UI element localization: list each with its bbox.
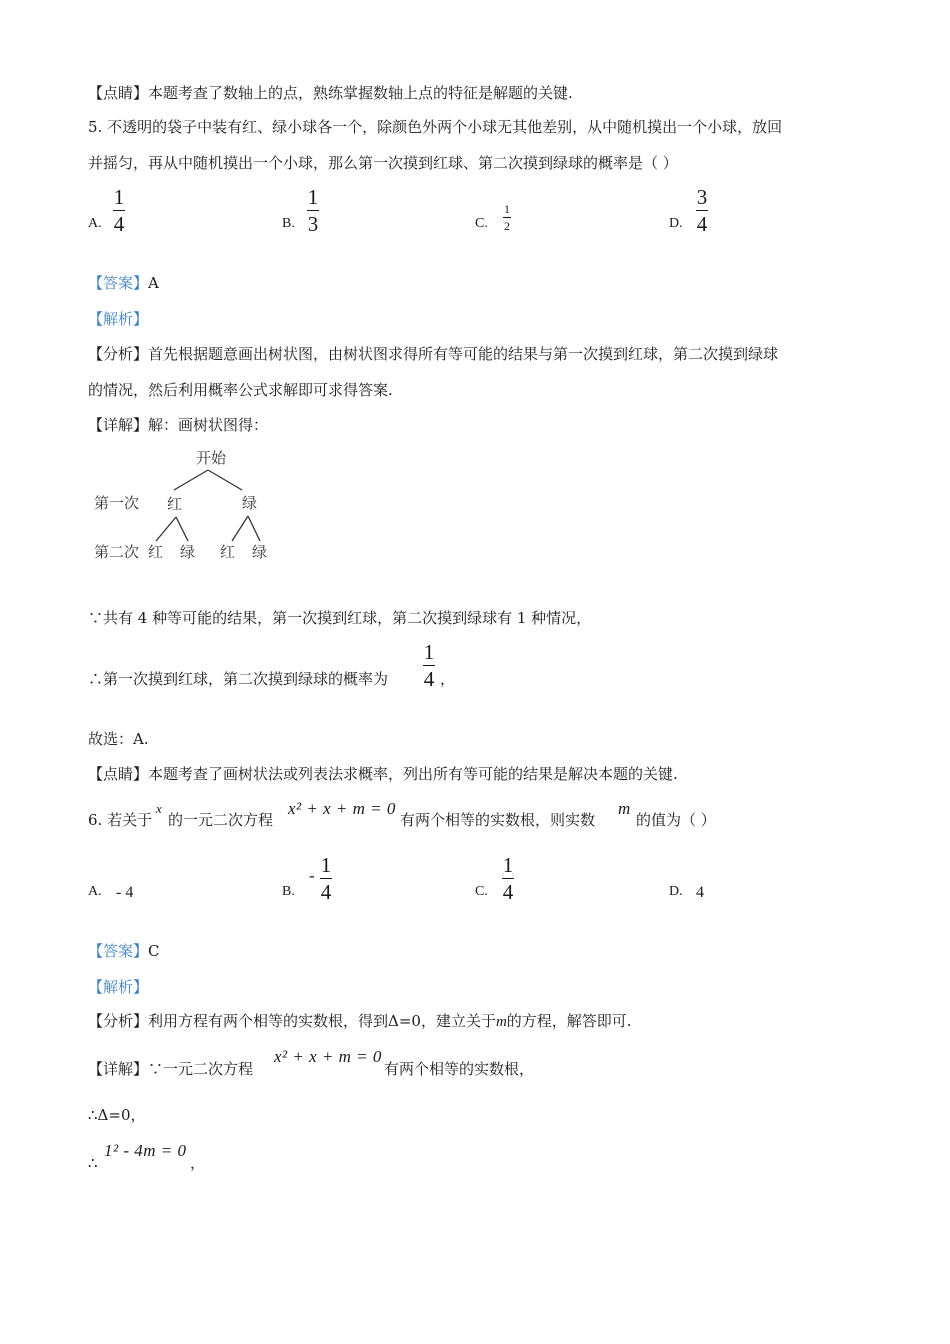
q6-option-d-value: 4: [696, 884, 704, 901]
tree-level1-label: 第一次: [94, 494, 140, 512]
fraction-denominator: 3: [307, 212, 319, 236]
tree-root: 开始: [196, 449, 227, 467]
q6-step2-end: ，: [190, 1154, 206, 1172]
q6-detail-b: 有两个相等的实数根，: [384, 1060, 535, 1078]
q6-stem-d: 的值为（ ）: [636, 811, 716, 829]
q6-stem-c: 有两个相等的实数根，则实数: [400, 811, 596, 829]
q5-fenxi-line2: 的情况，然后利用概率公式求解即可求得答案.: [88, 381, 393, 399]
tree-diagram: [90, 446, 280, 568]
fenxi-text-a: 【分析】利用方程有两个相等的实数根，得到Δ=0，建立关于: [88, 1012, 496, 1030]
q5-comment: 【点睛】本题考查了画树状法或列表法求概率，列出所有等可能的结果是解决本题的关键.: [88, 765, 678, 783]
q5-option-c-fraction: [503, 203, 511, 232]
fraction-denominator: 4: [696, 212, 708, 236]
fraction-bar: [503, 217, 511, 218]
q5-because: ∵共有 4 种等可能的结果，第一次摸到红球，第二次摸到绿球有 1 种情况，: [88, 609, 592, 627]
tree-level2-label: 第二次: [94, 543, 140, 561]
fenxi-text-b: 的方程，解答即可.: [506, 1012, 632, 1030]
fraction-numerator: 1: [320, 853, 332, 877]
fraction-numerator: 1: [307, 185, 319, 209]
q5-stem-line1: 5. 不透明的袋子中装有红、绿小球各一个，除颜色外两个小球无其他差别，从中随机摸出一个小球，放回: [88, 118, 783, 136]
tree-branch: [156, 517, 176, 541]
fraction-numerator: 1: [502, 853, 514, 877]
q6-stem-b: 的一元二次方程: [168, 811, 274, 829]
q5-option-b-label: B.: [282, 216, 295, 231]
answer-value: A: [148, 274, 159, 292]
answer-tag: 【答案】: [88, 942, 149, 960]
therefore-text: ∴第一次摸到红球，第二次摸到绿球的概率为: [88, 670, 389, 688]
fraction-denominator: 4: [113, 212, 125, 236]
q5-option-d-label: D.: [669, 216, 683, 231]
q5-answer-line: [88, 272, 159, 294]
q6-option-b-label: B.: [282, 884, 295, 899]
fraction-bar: [320, 878, 332, 879]
q6-analysis-tag: 【解析】: [88, 978, 149, 996]
q6-option-a-value: - 4: [116, 884, 134, 901]
q5-therefore-fraction: [423, 641, 435, 690]
fraction-denominator: 4: [423, 667, 435, 691]
q5-analysis-tag: 【解析】: [88, 310, 149, 328]
q5-option-d-fraction: [696, 186, 708, 235]
tree-branch: [176, 517, 188, 541]
tree-leaf-green: 绿: [180, 543, 196, 561]
q5-option-c-label: C.: [475, 216, 488, 231]
q5-therefore-line: [88, 668, 388, 690]
answer-tag: 【答案】: [88, 274, 149, 292]
q6-detail-equation: x² + x + m = 0: [274, 1047, 382, 1066]
tree-branch: [248, 516, 260, 541]
q5-therefore-end: ，: [440, 670, 456, 688]
q5-stem-line2: 并摇匀，再从中随机摸出一个小球，那么第一次摸到红球、第二次摸到绿球的概率是（ ）: [88, 154, 678, 172]
q6-stem-a: 6. 若关于: [88, 811, 153, 829]
q6-option-c-label: C.: [475, 884, 488, 899]
q6-step2-equation: 1² - 4m = 0: [104, 1141, 187, 1160]
q6-detail-a: 【详解】∵一元二次方程: [88, 1060, 254, 1078]
fraction-denominator: 4: [320, 880, 332, 904]
fraction-bar: [696, 210, 708, 211]
q6-option-d-label: D.: [669, 884, 683, 899]
fraction-bar: [307, 210, 319, 211]
q5-fenxi-line1: 【分析】首先根据题意画出树状图，由树状图求得所有等可能的结果与第一次摸到红球，第二次摸到绿球: [88, 345, 779, 363]
fraction-bar: [423, 665, 435, 666]
fraction-numerator: 1: [504, 202, 510, 216]
tree-leaf-red: 红: [148, 543, 164, 561]
q6-var-m: m: [618, 799, 631, 818]
q6-option-a-label: A.: [88, 884, 102, 899]
q5-detail: 【详解】解：画树状图得：: [88, 416, 269, 434]
q6-var-x: x: [156, 801, 162, 816]
tree-branch: [208, 470, 242, 490]
tree-branch: [232, 516, 248, 541]
q6-fenxi-line: [88, 1010, 632, 1033]
q6-equation: x² + x + m = 0: [288, 799, 396, 818]
tree-leaf-green: 绿: [252, 543, 268, 561]
q6-option-c-fraction: [502, 854, 514, 903]
q5-choose: 故选：A.: [88, 730, 149, 748]
tree-node-red: 红: [167, 495, 183, 513]
q6-step2-prefix: ∴: [88, 1154, 98, 1172]
q5-option-a-label: A.: [88, 216, 102, 231]
fenxi-var-m: m: [495, 1014, 507, 1030]
fraction-numerator: 1: [113, 185, 125, 209]
q6-option-b-sign: -: [309, 866, 315, 885]
q5-option-b-fraction: [307, 186, 319, 235]
fraction-numerator: 1: [423, 640, 435, 664]
fraction-denominator: 2: [504, 219, 510, 233]
tree-node-green: 绿: [242, 494, 258, 512]
q4-comment: 【点睛】本题考查了数轴上的点，熟练掌握数轴上点的特征是解题的关键.: [88, 84, 573, 102]
fraction-bar: [113, 210, 125, 211]
q6-step1: ∴Δ=0，: [88, 1106, 146, 1124]
q6-answer-line: [88, 940, 160, 962]
fraction-denominator: 4: [502, 880, 514, 904]
q5-option-a-fraction: [113, 186, 125, 235]
answer-value: C: [148, 942, 160, 960]
q6-option-b-fraction: [320, 854, 332, 903]
tree-leaf-red: 红: [220, 543, 236, 561]
fraction-bar: [502, 878, 514, 879]
fraction-numerator: 3: [696, 185, 708, 209]
tree-branch: [174, 470, 208, 490]
